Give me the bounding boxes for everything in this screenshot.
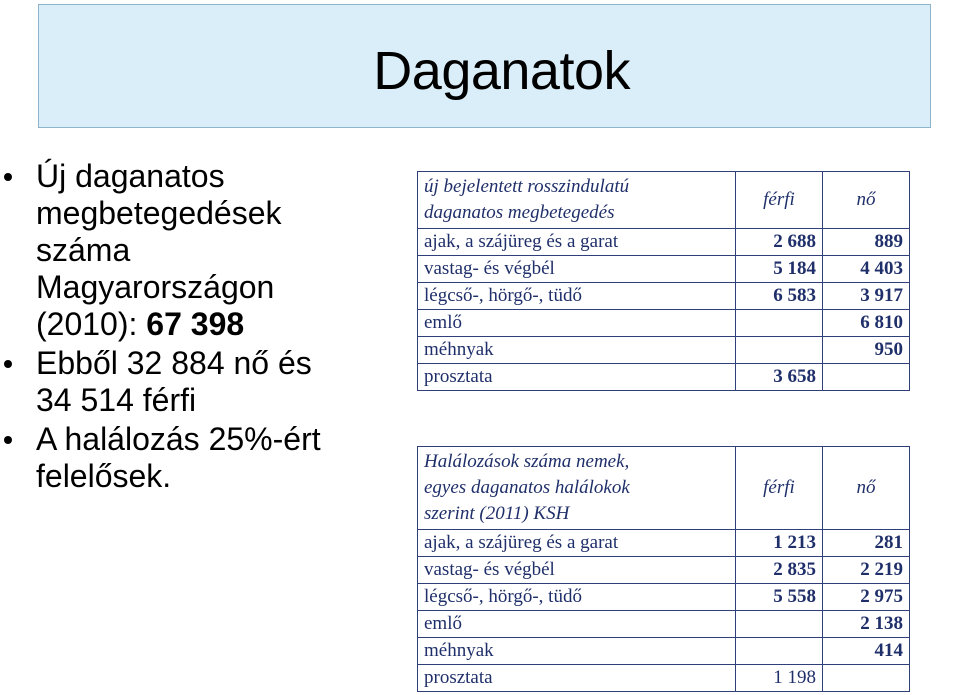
header-line: új bejelentett rosszindulatú	[424, 176, 630, 197]
deaths-table	[417, 446, 910, 692]
row-label: emlő	[418, 310, 736, 337]
female-value: 2 975	[823, 584, 910, 611]
female-value: 281	[823, 530, 910, 557]
bullet-list	[0, 158, 400, 497]
female-value	[823, 665, 910, 692]
row-label: emlő	[418, 611, 736, 638]
male-value	[736, 611, 823, 638]
table-header-row	[418, 172, 910, 229]
male-value: 1 213	[736, 530, 823, 557]
female-value: 414	[823, 638, 910, 665]
female-value: 950	[823, 337, 910, 364]
row-label: légcső-, hörgő-, tüdő	[418, 584, 736, 611]
table-row	[418, 584, 910, 611]
row-label: prosztata	[418, 665, 736, 692]
male-value: 2 835	[736, 557, 823, 584]
table-row	[418, 229, 910, 256]
bullet-line: Magyarországon	[36, 269, 275, 305]
female-value: 3 917	[823, 283, 910, 310]
row-label: légcső-, hörgő-, tüdő	[418, 283, 736, 310]
male-value: 5 558	[736, 584, 823, 611]
table-row	[418, 665, 910, 692]
row-label: prosztata	[418, 364, 736, 391]
table-header-label	[418, 172, 736, 229]
male-value	[736, 337, 823, 364]
table-row	[418, 530, 910, 557]
bullet-dot-icon	[4, 173, 12, 181]
table-row	[418, 310, 910, 337]
column-header-female: nő	[823, 172, 910, 229]
bullet-line: száma	[36, 232, 131, 268]
male-value: 3 658	[736, 364, 823, 391]
table-row	[418, 256, 910, 283]
table-header-label	[418, 447, 736, 530]
slide-title: Daganatok	[373, 41, 630, 101]
column-header-female: nő	[823, 447, 910, 530]
bullet-item	[0, 421, 400, 495]
male-value	[736, 638, 823, 665]
bullet-dot-icon	[4, 360, 12, 368]
male-value: 6 583	[736, 283, 823, 310]
row-label: ajak, a szájüreg és a garat	[418, 530, 736, 557]
bullet-item	[0, 158, 400, 343]
header-line: daganatos megbetegedés	[424, 202, 615, 223]
bullet-line: A halálozás 25%-ért	[36, 421, 321, 457]
bullet-line: felelősek.	[36, 458, 172, 494]
column-header-male: férfi	[736, 172, 823, 229]
male-value: 5 184	[736, 256, 823, 283]
table-row	[418, 611, 910, 638]
male-value: 2 688	[736, 229, 823, 256]
column-header-male: férfi	[736, 447, 823, 530]
header-line: Halálozások száma nemek,	[424, 451, 630, 472]
female-value: 889	[823, 229, 910, 256]
bullet-dot-icon	[4, 436, 12, 444]
bullet-line	[36, 306, 400, 343]
table-row	[418, 337, 910, 364]
table-row	[418, 364, 910, 391]
new-cases-table	[417, 171, 910, 391]
female-value	[823, 364, 910, 391]
row-label: vastag- és végbél	[418, 557, 736, 584]
table-header-row	[418, 447, 910, 530]
row-label: méhnyak	[418, 638, 736, 665]
male-value: 1 198	[736, 665, 823, 692]
header-line: szerint (2011) KSH	[424, 503, 570, 524]
row-label: méhnyak	[418, 337, 736, 364]
row-label: ajak, a szájüreg és a garat	[418, 229, 736, 256]
female-value: 2 219	[823, 557, 910, 584]
new-cases-total: 67 398	[146, 306, 245, 342]
bullet-line-prefix: (2010):	[36, 306, 147, 342]
bullet-line: megbetegedések	[36, 195, 282, 231]
table-row	[418, 557, 910, 584]
female-value: 4 403	[823, 256, 910, 283]
bullet-line: Ebből 32 884 nő és	[36, 345, 312, 381]
bullet-item	[0, 345, 400, 419]
table-row	[418, 638, 910, 665]
female-value: 6 810	[823, 310, 910, 337]
title-banner	[38, 4, 931, 128]
bullet-line: Új daganatos	[36, 158, 225, 194]
table-row	[418, 283, 910, 310]
row-label: vastag- és végbél	[418, 256, 736, 283]
bullet-line: 34 514 férfi	[36, 382, 197, 418]
female-value: 2 138	[823, 611, 910, 638]
male-value	[736, 310, 823, 337]
header-line: egyes daganatos halálokok	[424, 477, 630, 498]
